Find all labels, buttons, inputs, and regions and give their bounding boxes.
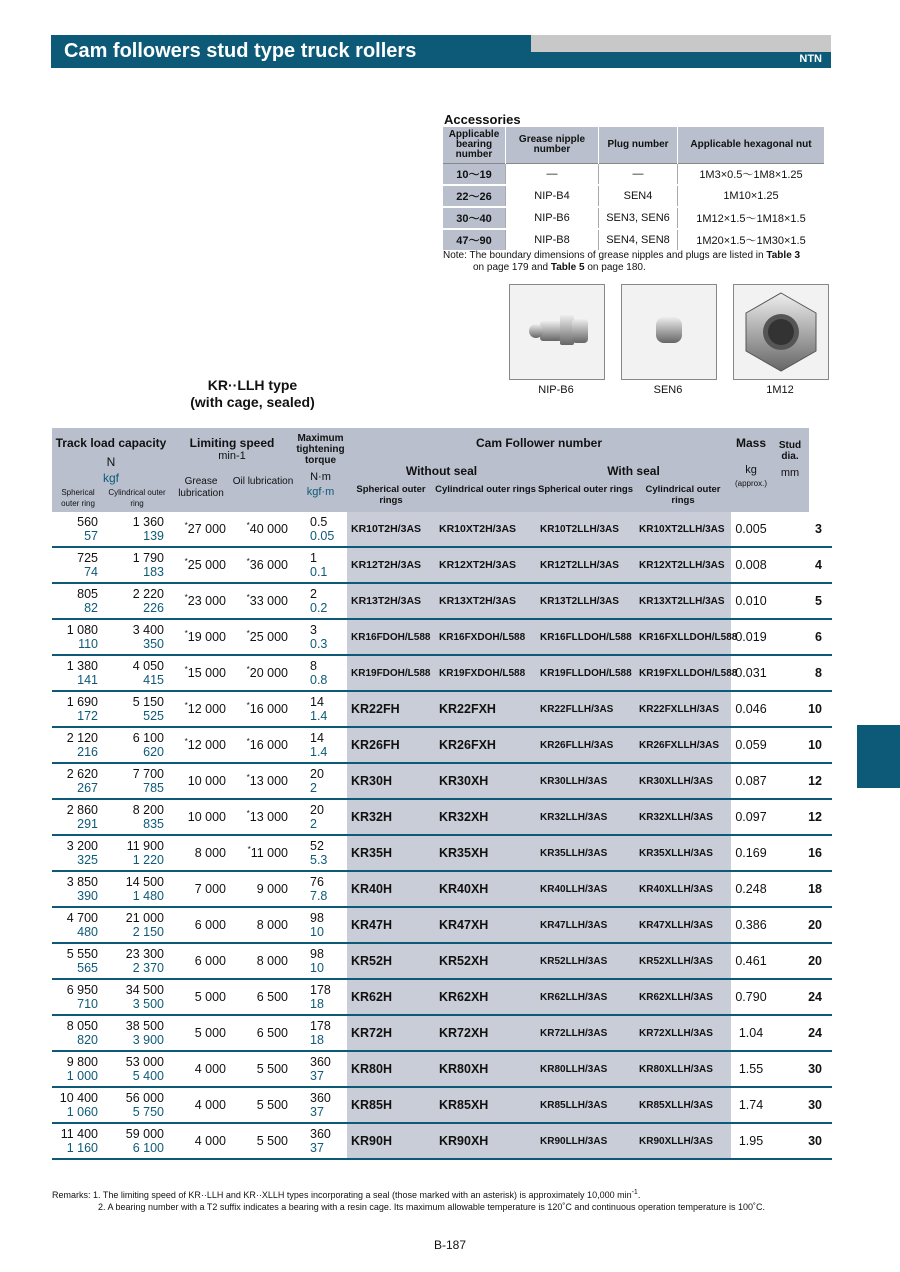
cylindrical-load: 34 500 3 500 bbox=[104, 979, 170, 1015]
spherical-load: 9 800 1 000 bbox=[52, 1051, 104, 1087]
grease-speed: *12 000 bbox=[170, 727, 232, 763]
cam-number-sph-sealed: KR72LLH/3AS bbox=[536, 1015, 635, 1051]
mass: 0.046 bbox=[731, 691, 771, 727]
grease-speed: *12 000 bbox=[170, 691, 232, 727]
cam-number-sph-sealed: KR12T2LLH/3AS bbox=[536, 547, 635, 583]
table-row bbox=[52, 907, 832, 943]
grease-speed: 10 000 bbox=[170, 799, 232, 835]
grease-speed: 7 000 bbox=[170, 871, 232, 907]
spherical-load: 3 200 325 bbox=[52, 835, 104, 871]
oil-speed: *40 000 bbox=[232, 512, 294, 547]
torque: 98 10 bbox=[294, 907, 347, 943]
mass: 0.008 bbox=[731, 547, 771, 583]
page-number: B-187 bbox=[433, 1238, 467, 1252]
grease-speed: 6 000 bbox=[170, 943, 232, 979]
stud-dia: 30 bbox=[771, 1123, 832, 1159]
torque: 360 37 bbox=[294, 1087, 347, 1123]
photo-label-nipple: NIP-B6 bbox=[538, 384, 574, 396]
torque: 3 0.3 bbox=[294, 619, 347, 655]
cylindrical-load: 11 900 1 220 bbox=[104, 835, 170, 871]
acc-cell: — bbox=[506, 164, 599, 186]
cam-number-sph-unsealed: KR80H bbox=[347, 1051, 435, 1087]
torque: 178 18 bbox=[294, 979, 347, 1015]
cam-number-sph-sealed: KR52LLH/3AS bbox=[536, 943, 635, 979]
cylindrical-load: 4 050 415 bbox=[104, 655, 170, 691]
oil-speed: 6 500 bbox=[232, 1015, 294, 1051]
stud-dia: 24 bbox=[771, 979, 832, 1015]
header-mass: Mass kg (approx.) bbox=[731, 428, 771, 512]
grease-speed: 5 000 bbox=[170, 979, 232, 1015]
cam-number-sph-sealed: KR26FLLH/3AS bbox=[536, 727, 635, 763]
cam-number-cyl-sealed: KR16FXLLDOH/L588 bbox=[635, 619, 731, 655]
acc-cell: 1M12×1.5～1M18×1.5 bbox=[678, 207, 825, 229]
mass: 0.790 bbox=[731, 979, 771, 1015]
torque: 2 0.2 bbox=[294, 583, 347, 619]
grease-speed: 8 000 bbox=[170, 835, 232, 871]
table-row bbox=[52, 619, 832, 655]
cam-number-sph-sealed: KR47LLH/3AS bbox=[536, 907, 635, 943]
mass: 0.386 bbox=[731, 907, 771, 943]
cam-number-cyl-sealed: KR40XLLH/3AS bbox=[635, 871, 731, 907]
oil-speed: 5 500 bbox=[232, 1123, 294, 1159]
torque: 20 2 bbox=[294, 799, 347, 835]
spherical-load: 3 850 390 bbox=[52, 871, 104, 907]
oil-speed: *16 000 bbox=[232, 727, 294, 763]
cam-number-sph-sealed: KR85LLH/3AS bbox=[536, 1087, 635, 1123]
hex-nut-icon bbox=[734, 285, 828, 379]
cylindrical-load: 56 000 5 750 bbox=[104, 1087, 170, 1123]
cam-number-sph-unsealed: KR13T2H/3AS bbox=[347, 583, 435, 619]
photo-label-nut: 1M12 bbox=[766, 384, 794, 396]
mass: 1.55 bbox=[731, 1051, 771, 1087]
mass: 0.019 bbox=[731, 619, 771, 655]
torque: 8 0.8 bbox=[294, 655, 347, 691]
spherical-load: 725 74 bbox=[52, 547, 104, 583]
oil-speed: 5 500 bbox=[232, 1051, 294, 1087]
acc-col-nut: Applicable hexagonal nut bbox=[678, 127, 825, 164]
cam-number-sph-unsealed: KR16FDOH/L588 bbox=[347, 619, 435, 655]
grease-speed: 4 000 bbox=[170, 1087, 232, 1123]
table-row bbox=[52, 583, 832, 619]
spherical-load: 4 700 480 bbox=[52, 907, 104, 943]
spherical-load: 2 620 267 bbox=[52, 763, 104, 799]
cam-number-cyl-sealed: KR32XLLH/3AS bbox=[635, 799, 731, 835]
cam-number-cyl-unsealed: KR12XT2H/3AS bbox=[435, 547, 536, 583]
stud-dia: 12 bbox=[771, 799, 832, 835]
table-row bbox=[52, 943, 832, 979]
acc-cell: SEN4 bbox=[599, 185, 678, 207]
acc-cell: — bbox=[599, 164, 678, 186]
torque: 20 2 bbox=[294, 763, 347, 799]
acc-col-nipple: Grease nipple number bbox=[506, 127, 599, 164]
grease-nipple-icon bbox=[510, 285, 604, 379]
table-row bbox=[52, 1015, 832, 1051]
cam-number-cyl-unsealed: KR47XH bbox=[435, 907, 536, 943]
acc-row bbox=[443, 207, 824, 229]
grease-speed: *15 000 bbox=[170, 655, 232, 691]
cam-follower-table bbox=[52, 428, 832, 1160]
remarks: Remarks: 1. The limiting speed of KR··LLH and KR··XLLH types incorporating a seal (those marked with an asterisk) is approximately 10,000 $\min^{-1}$. 2. A bearing number with a T2 suffix indicates a bearing with a resin cage. Its maximum allowable temperature is 120˚C and continuous operation temperature is 100˚C. bbox=[52, 1189, 766, 1212]
stud-dia: 3 bbox=[771, 512, 832, 547]
header-limiting-speed: Limiting speed min-1 Grease lubrication Oil lubrication bbox=[170, 428, 294, 512]
cam-number-sph-unsealed: KR52H bbox=[347, 943, 435, 979]
accessories-title: Accessories bbox=[444, 112, 521, 127]
cam-number-cyl-sealed: KR72XLLH/3AS bbox=[635, 1015, 731, 1051]
oil-speed: 9 000 bbox=[232, 871, 294, 907]
mass: 0.097 bbox=[731, 799, 771, 835]
grease-speed: *27 000 bbox=[170, 512, 232, 547]
acc-cell: 10～19 bbox=[443, 164, 506, 186]
cam-number-sph-unsealed: KR62H bbox=[347, 979, 435, 1015]
brand-label: NTN bbox=[799, 53, 822, 65]
cam-number-cyl-sealed: KR47XLLH/3AS bbox=[635, 907, 731, 943]
table-row bbox=[52, 655, 832, 691]
acc-cell: NIP-B6 bbox=[506, 207, 599, 229]
grease-speed: *19 000 bbox=[170, 619, 232, 655]
acc-row bbox=[443, 164, 824, 186]
cylindrical-load: 38 500 3 900 bbox=[104, 1015, 170, 1051]
cam-number-cyl-sealed: KR35XLLH/3AS bbox=[635, 835, 731, 871]
cam-number-cyl-sealed: KR52XLLH/3AS bbox=[635, 943, 731, 979]
cylindrical-load: 7 700 785 bbox=[104, 763, 170, 799]
mass: 1.95 bbox=[731, 1123, 771, 1159]
torque: 14 1.4 bbox=[294, 691, 347, 727]
cam-number-sph-sealed: KR80LLH/3AS bbox=[536, 1051, 635, 1087]
mass: 1.74 bbox=[731, 1087, 771, 1123]
acc-cell: SEN3, SEN6 bbox=[599, 207, 678, 229]
cam-number-cyl-unsealed: KR85XH bbox=[435, 1087, 536, 1123]
cam-number-sph-unsealed: KR85H bbox=[347, 1087, 435, 1123]
mass: 0.169 bbox=[731, 835, 771, 871]
acc-cell: NIP-B4 bbox=[506, 185, 599, 207]
cylindrical-load: 21 000 2 150 bbox=[104, 907, 170, 943]
acc-cell: 22～26 bbox=[443, 185, 506, 207]
photo-grease-nipple bbox=[509, 284, 605, 380]
grease-speed: *25 000 bbox=[170, 547, 232, 583]
acc-cell: 1M10×1.25 bbox=[678, 185, 825, 207]
cam-number-cyl-unsealed: KR72XH bbox=[435, 1015, 536, 1051]
cam-number-cyl-unsealed: KR10XT2H/3AS bbox=[435, 512, 536, 547]
page-title: Cam followers stud type truck rollers bbox=[64, 40, 417, 62]
cylindrical-load: 1 360 139 bbox=[104, 512, 170, 547]
accessories-table bbox=[443, 127, 824, 252]
acc-col-bearing: Applicable bearing number bbox=[443, 127, 506, 164]
torque: 360 37 bbox=[294, 1051, 347, 1087]
stud-dia: 20 bbox=[771, 943, 832, 979]
oil-speed: 8 000 bbox=[232, 943, 294, 979]
cam-number-sph-unsealed: KR47H bbox=[347, 907, 435, 943]
cam-number-cyl-unsealed: KR13XT2H/3AS bbox=[435, 583, 536, 619]
table-row bbox=[52, 979, 832, 1015]
header-torque: Maximum tightening torque N·m kgf·m bbox=[294, 428, 347, 512]
mass: 0.461 bbox=[731, 943, 771, 979]
grease-speed: 4 000 bbox=[170, 1051, 232, 1087]
cam-number-sph-sealed: KR32LLH/3AS bbox=[536, 799, 635, 835]
stud-dia: 16 bbox=[771, 835, 832, 871]
cylindrical-load: 14 500 1 480 bbox=[104, 871, 170, 907]
cam-number-cyl-unsealed: KR19FXDOH/L588 bbox=[435, 655, 536, 691]
photo-label-plug: SEN6 bbox=[653, 384, 683, 396]
table-row bbox=[52, 871, 832, 907]
accessories-note: Note: The boundary dimensions of grease nipples and plugs are listed in Table 3 on page 179 and Table 5 on page 180. bbox=[443, 250, 801, 273]
torque: 178 18 bbox=[294, 1015, 347, 1051]
header-accent-blue bbox=[531, 52, 831, 68]
cam-number-sph-unsealed: KR19FDOH/L588 bbox=[347, 655, 435, 691]
stud-dia: 6 bbox=[771, 619, 832, 655]
acc-cell: SEN4, SEN8 bbox=[599, 229, 678, 251]
spherical-load: 1 690 172 bbox=[52, 691, 104, 727]
cam-number-cyl-sealed: KR62XLLH/3AS bbox=[635, 979, 731, 1015]
oil-speed: *20 000 bbox=[232, 655, 294, 691]
cam-number-cyl-unsealed: KR52XH bbox=[435, 943, 536, 979]
stud-dia: 24 bbox=[771, 1015, 832, 1051]
oil-speed: *13 000 bbox=[232, 763, 294, 799]
acc-cell: 47～90 bbox=[443, 229, 506, 251]
header-track-load: Track load capacity N kgf Spherical outer ring Cylindrical outer ring bbox=[52, 428, 170, 512]
cam-number-sph-unsealed: KR40H bbox=[347, 871, 435, 907]
cam-number-cyl-unsealed: KR32XH bbox=[435, 799, 536, 835]
photo-plug bbox=[621, 284, 717, 380]
oil-speed: *11 000 bbox=[232, 835, 294, 871]
cam-number-sph-unsealed: KR32H bbox=[347, 799, 435, 835]
cam-number-sph-unsealed: KR35H bbox=[347, 835, 435, 871]
cam-number-cyl-unsealed: KR35XH bbox=[435, 835, 536, 871]
acc-col-plug: Plug number bbox=[599, 127, 678, 164]
cam-number-sph-unsealed: KR12T2H/3AS bbox=[347, 547, 435, 583]
spherical-load: 2 120 216 bbox=[52, 727, 104, 763]
cam-number-cyl-unsealed: KR26FXH bbox=[435, 727, 536, 763]
stud-dia: 10 bbox=[771, 691, 832, 727]
cam-number-cyl-unsealed: KR62XH bbox=[435, 979, 536, 1015]
oil-speed: 5 500 bbox=[232, 1087, 294, 1123]
cam-number-cyl-unsealed: KR40XH bbox=[435, 871, 536, 907]
cylindrical-load: 5 150 525 bbox=[104, 691, 170, 727]
cam-number-cyl-sealed: KR13XT2LLH/3AS bbox=[635, 583, 731, 619]
spherical-load: 5 550 565 bbox=[52, 943, 104, 979]
oil-speed: *25 000 bbox=[232, 619, 294, 655]
table-row bbox=[52, 1051, 832, 1087]
torque: 98 10 bbox=[294, 943, 347, 979]
section-tab bbox=[857, 725, 900, 788]
table-row bbox=[52, 835, 832, 871]
spherical-load: 805 82 bbox=[52, 583, 104, 619]
torque: 52 5.3 bbox=[294, 835, 347, 871]
acc-row bbox=[443, 185, 824, 207]
cylindrical-load: 2 220 226 bbox=[104, 583, 170, 619]
stud-dia: 10 bbox=[771, 727, 832, 763]
table-row bbox=[52, 547, 832, 583]
oil-speed: *13 000 bbox=[232, 799, 294, 835]
cylindrical-load: 3 400 350 bbox=[104, 619, 170, 655]
table-row bbox=[52, 1123, 832, 1159]
cam-number-cyl-unsealed: KR90XH bbox=[435, 1123, 536, 1159]
stud-dia: 20 bbox=[771, 907, 832, 943]
acc-cell: 30～40 bbox=[443, 207, 506, 229]
grease-speed: *23 000 bbox=[170, 583, 232, 619]
type-title: KR··LLH type (with cage, sealed) bbox=[190, 377, 315, 410]
table-row bbox=[52, 691, 832, 727]
spherical-load: 560 57 bbox=[52, 512, 104, 547]
stud-dia: 8 bbox=[771, 655, 832, 691]
cam-number-cyl-sealed: KR30XLLH/3AS bbox=[635, 763, 731, 799]
table-row bbox=[52, 1087, 832, 1123]
spherical-load: 6 950 710 bbox=[52, 979, 104, 1015]
cam-number-sph-unsealed: KR26FH bbox=[347, 727, 435, 763]
cylindrical-load: 53 000 5 400 bbox=[104, 1051, 170, 1087]
torque: 0.5 0.05 bbox=[294, 512, 347, 547]
mass: 0.248 bbox=[731, 871, 771, 907]
stud-dia: 18 bbox=[771, 871, 832, 907]
spherical-load: 1 380 141 bbox=[52, 655, 104, 691]
oil-speed: *36 000 bbox=[232, 547, 294, 583]
cam-number-sph-sealed: KR13T2LLH/3AS bbox=[536, 583, 635, 619]
stud-dia: 5 bbox=[771, 583, 832, 619]
torque: 1 0.1 bbox=[294, 547, 347, 583]
mass: 0.010 bbox=[731, 583, 771, 619]
mass: 0.059 bbox=[731, 727, 771, 763]
torque: 14 1.4 bbox=[294, 727, 347, 763]
acc-cell: NIP-B8 bbox=[506, 229, 599, 251]
cam-number-cyl-sealed: KR26FXLLH/3AS bbox=[635, 727, 731, 763]
cam-number-sph-sealed: KR62LLH/3AS bbox=[536, 979, 635, 1015]
oil-speed: 6 500 bbox=[232, 979, 294, 1015]
cylindrical-load: 59 000 6 100 bbox=[104, 1123, 170, 1159]
stud-dia: 30 bbox=[771, 1087, 832, 1123]
mass: 0.087 bbox=[731, 763, 771, 799]
acc-cell: 1M20×1.5～1M30×1.5 bbox=[678, 229, 825, 251]
mass: 0.031 bbox=[731, 655, 771, 691]
grease-speed: 6 000 bbox=[170, 907, 232, 943]
cam-number-cyl-sealed: KR12XT2LLH/3AS bbox=[635, 547, 731, 583]
cam-number-sph-sealed: KR30LLH/3AS bbox=[536, 763, 635, 799]
header-accent-gray bbox=[531, 35, 831, 52]
grease-speed: 4 000 bbox=[170, 1123, 232, 1159]
oil-speed: *33 000 bbox=[232, 583, 294, 619]
cam-number-sph-sealed: KR35LLH/3AS bbox=[536, 835, 635, 871]
stud-dia: 12 bbox=[771, 763, 832, 799]
grease-speed: 5 000 bbox=[170, 1015, 232, 1051]
cam-number-sph-unsealed: KR72H bbox=[347, 1015, 435, 1051]
mass: 0.005 bbox=[731, 512, 771, 547]
cam-number-cyl-sealed: KR90XLLH/3AS bbox=[635, 1123, 731, 1159]
cam-number-cyl-sealed: KR80XLLH/3AS bbox=[635, 1051, 731, 1087]
cam-number-cyl-sealed: KR22FXLLH/3AS bbox=[635, 691, 731, 727]
cam-number-sph-unsealed: KR22FH bbox=[347, 691, 435, 727]
cylindrical-load: 1 790 183 bbox=[104, 547, 170, 583]
torque: 360 37 bbox=[294, 1123, 347, 1159]
cam-number-sph-sealed: KR90LLH/3AS bbox=[536, 1123, 635, 1159]
cam-number-sph-unsealed: KR30H bbox=[347, 763, 435, 799]
header-cam-follower: Cam Follower number Without seal With seal Spherical outer rings Cylindrical outer rings Spherical outer rings Cylindrical outer rings bbox=[347, 428, 731, 512]
stud-dia: 30 bbox=[771, 1051, 832, 1087]
spherical-load: 11 400 1 160 bbox=[52, 1123, 104, 1159]
stud-dia: 4 bbox=[771, 547, 832, 583]
mass: 1.04 bbox=[731, 1015, 771, 1051]
torque: 76 7.8 bbox=[294, 871, 347, 907]
header-stud: Stud dia. mm bbox=[771, 428, 832, 512]
cam-number-cyl-unsealed: KR16FXDOH/L588 bbox=[435, 619, 536, 655]
cam-number-cyl-unsealed: KR22FXH bbox=[435, 691, 536, 727]
grease-speed: 10 000 bbox=[170, 763, 232, 799]
cam-number-sph-sealed: KR19FLLDOH/L588 bbox=[536, 655, 635, 691]
table-row bbox=[52, 799, 832, 835]
cam-number-cyl-sealed: KR19FXLLDOH/L588 bbox=[635, 655, 731, 691]
cam-number-sph-sealed: KR10T2LLH/3AS bbox=[536, 512, 635, 547]
cylindrical-load: 23 300 2 370 bbox=[104, 943, 170, 979]
cam-number-cyl-unsealed: KR80XH bbox=[435, 1051, 536, 1087]
acc-cell: 1M3×0.5～1M8×1.25 bbox=[678, 164, 825, 186]
cylindrical-load: 6 100 620 bbox=[104, 727, 170, 763]
cam-number-sph-sealed: KR40LLH/3AS bbox=[536, 871, 635, 907]
cam-number-sph-sealed: KR16FLLDOH/L588 bbox=[536, 619, 635, 655]
spherical-load: 2 860 291 bbox=[52, 799, 104, 835]
oil-speed: *16 000 bbox=[232, 691, 294, 727]
table-row bbox=[52, 512, 832, 547]
photo-hex-nut bbox=[733, 284, 829, 380]
cam-number-sph-unsealed: KR90H bbox=[347, 1123, 435, 1159]
spherical-load: 10 400 1 060 bbox=[52, 1087, 104, 1123]
plug-icon bbox=[622, 285, 716, 379]
oil-speed: 8 000 bbox=[232, 907, 294, 943]
table-row bbox=[52, 763, 832, 799]
cam-number-cyl-unsealed: KR30XH bbox=[435, 763, 536, 799]
cam-number-cyl-sealed: KR85XLLH/3AS bbox=[635, 1087, 731, 1123]
cam-number-cyl-sealed: KR10XT2LLH/3AS bbox=[635, 512, 731, 547]
spherical-load: 8 050 820 bbox=[52, 1015, 104, 1051]
cam-number-sph-sealed: KR22FLLH/3AS bbox=[536, 691, 635, 727]
cam-number-sph-unsealed: KR10T2H/3AS bbox=[347, 512, 435, 547]
cylindrical-load: 8 200 835 bbox=[104, 799, 170, 835]
spherical-load: 1 080 110 bbox=[52, 619, 104, 655]
acc-row bbox=[443, 229, 824, 251]
table-row bbox=[52, 727, 832, 763]
